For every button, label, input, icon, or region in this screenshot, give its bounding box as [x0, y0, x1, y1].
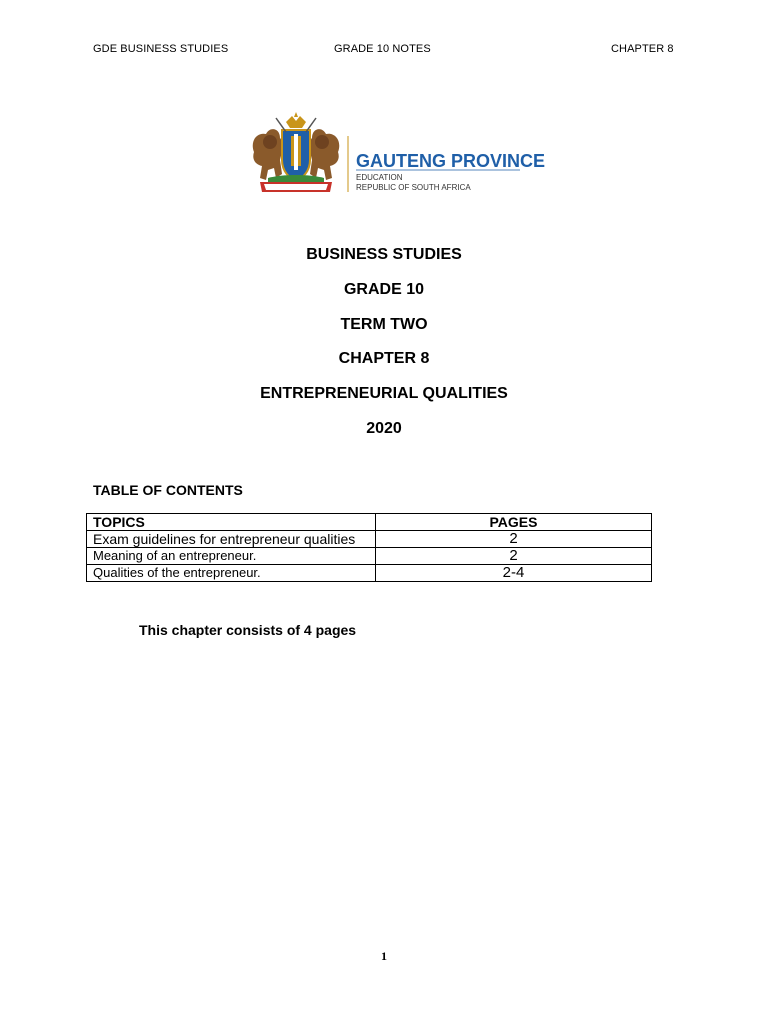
chapter-length-note: This chapter consists of 4 pages [139, 622, 357, 638]
toc-row-topic: Meaning of an entrepreneur. [87, 548, 376, 565]
toc-table [86, 513, 652, 582]
title-chapter: CHAPTER 8 [338, 350, 430, 367]
toc-row [87, 531, 652, 548]
title-grade: GRADE 10 [343, 281, 425, 298]
toc-row-pages: 2 [376, 548, 652, 565]
title-subject: BUSINESS STUDIES [306, 246, 462, 263]
title-year: 2020 [366, 420, 402, 437]
logo-country-text: REPUBLIC OF SOUTH AFRICA [356, 183, 471, 192]
logo-department-text: EDUCATION [356, 173, 403, 182]
toc-row-pages: 2-4 [376, 565, 652, 582]
toc-heading: TABLE OF CONTENTS [93, 482, 243, 498]
toc-row-topic: Qualities of the entrepreneur. [87, 565, 376, 582]
toc-column-topics: TOPICS [87, 514, 376, 531]
toc-column-pages: PAGES [376, 514, 652, 531]
page-number: 1 [381, 949, 387, 963]
title-term: TERM TWO [340, 316, 428, 333]
title-topic: ENTREPRENEURIAL QUALITIES [260, 385, 508, 402]
running-header [0, 43, 768, 59]
coat-of-arms-icon [253, 112, 340, 192]
toc-row-pages: 2 [376, 531, 652, 548]
toc-row [87, 565, 652, 582]
toc-row [87, 548, 652, 565]
header-subject: GDE BUSINESS STUDIES [93, 43, 229, 55]
header-chapter: CHAPTER 8 [611, 43, 674, 55]
header-grade-notes: GRADE 10 NOTES [334, 43, 431, 55]
toc-row-topic: Exam guidelines for entrepreneur qualities [87, 531, 376, 548]
toc-header-row [87, 514, 652, 531]
gauteng-province-logo [246, 112, 546, 200]
logo-province-text: GAUTENG PROVINCE [356, 151, 546, 171]
